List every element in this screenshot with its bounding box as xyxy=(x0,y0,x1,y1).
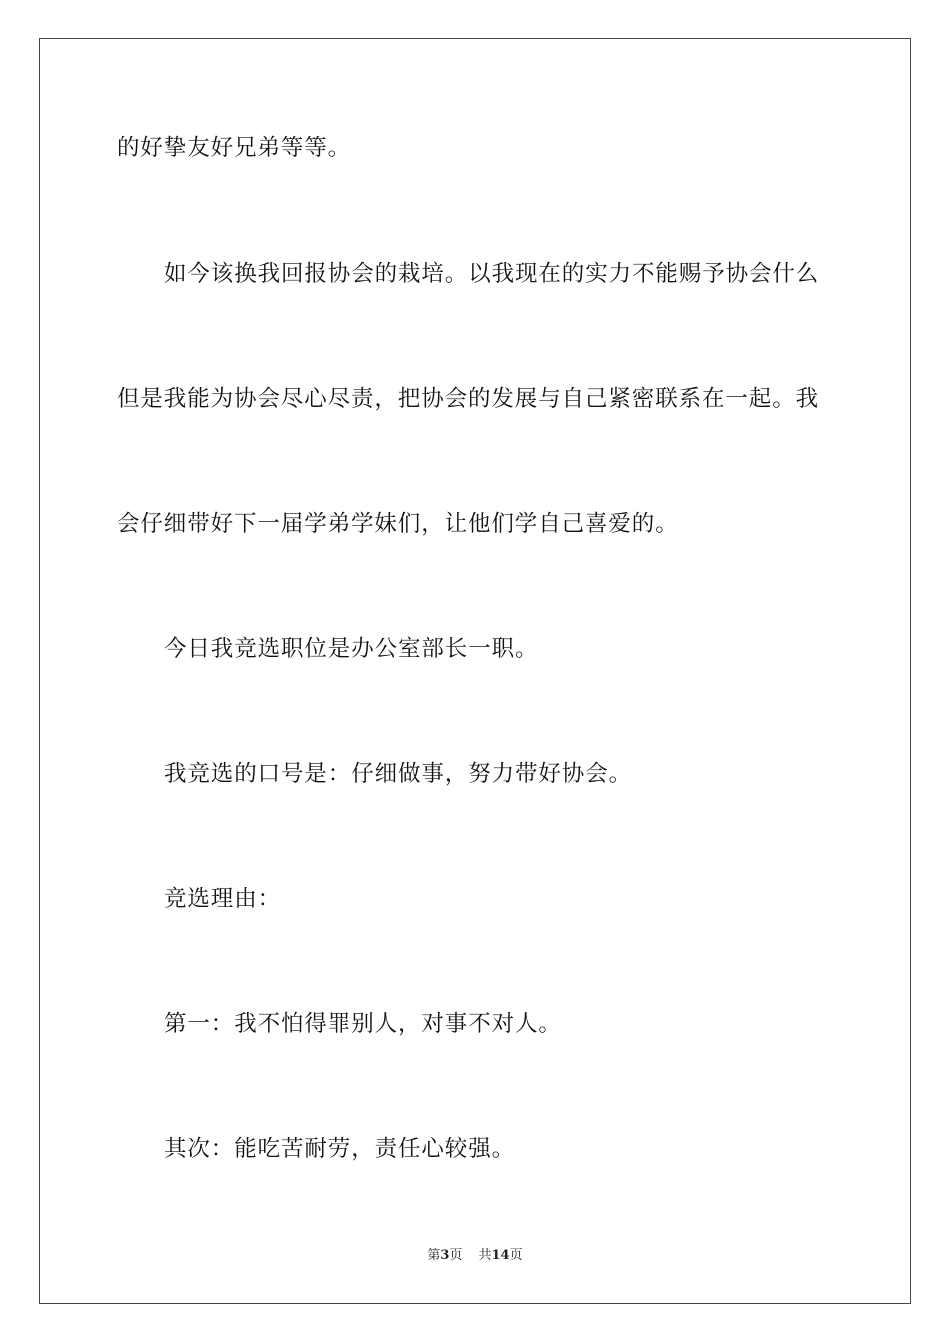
total-suffix: 页 xyxy=(509,1248,523,1263)
current-page-number: 3 xyxy=(440,1248,450,1263)
text-line-7: 竞选理由： xyxy=(164,886,282,912)
page-suffix: 页 xyxy=(449,1248,463,1263)
page-prefix: 第 xyxy=(427,1248,441,1263)
text-line-2: 如今该换我回报协会的栽培。以我现在的实力不能赐予协会什么 xyxy=(164,261,820,287)
page-footer xyxy=(0,1247,950,1265)
page-border xyxy=(39,38,911,1304)
text-line-5: 今日我竞选职位是办公室部长一职。 xyxy=(164,636,539,662)
text-line-8: 第一：我不怕得罪别人，对事不对人。 xyxy=(164,1011,562,1037)
total-pages-number: 14 xyxy=(491,1248,510,1263)
text-line-4: 会仔细带好下一届学弟学妹们，让他们学自己喜爱的。 xyxy=(117,511,679,537)
text-line-1: 的好挚友好兄弟等等。 xyxy=(117,135,352,161)
text-line-9: 其次：能吃苦耐劳，责任心较强。 xyxy=(164,1136,516,1162)
text-line-3: 但是我能为协会尽心尽责，把协会的发展与自己紧密联系在一起。我 xyxy=(117,386,820,412)
text-line-6: 我竞选的口号是：仔细做事，努力带好协会。 xyxy=(164,761,633,787)
total-prefix: 共 xyxy=(478,1248,492,1263)
